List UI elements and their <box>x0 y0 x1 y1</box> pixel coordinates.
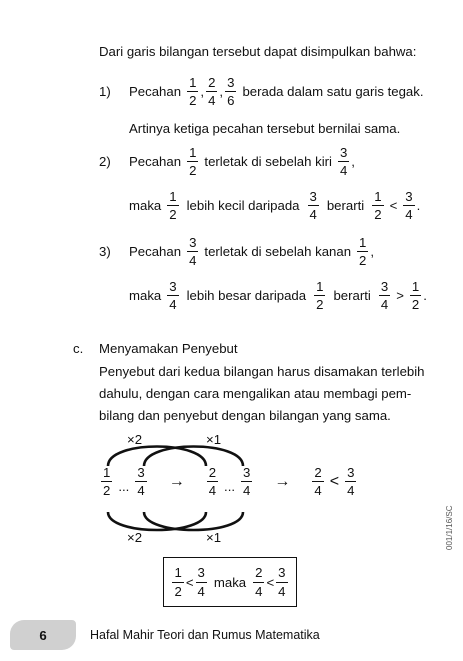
numerator: 3 <box>169 279 177 294</box>
numerator: 3 <box>339 145 348 160</box>
page-number-badge <box>10 620 76 650</box>
numerator: 1 <box>169 189 177 204</box>
fraction <box>312 466 323 497</box>
word-maka: maka <box>129 198 162 214</box>
footer-title: Hafal Mahir Teori dan Rumus Matematika <box>90 628 320 642</box>
numerator: 3 <box>278 565 286 581</box>
page-number: 6 <box>39 627 47 643</box>
denominator: 6 <box>227 93 235 109</box>
ellipsis: ... <box>224 479 236 495</box>
less-than-sign: < <box>329 472 340 490</box>
item-3-number: 3) <box>99 244 111 260</box>
item-2-pre: Pecahan <box>129 154 182 170</box>
greater-than-sign: > <box>396 288 404 304</box>
denominator: 2 <box>103 483 111 499</box>
paragraph-line-1: Penyebut dari kedua bilangan harus disamakan terlebih <box>99 364 425 379</box>
multiplier-bottom-1: ×2 <box>127 530 143 545</box>
numerator: 1 <box>374 189 382 204</box>
conclusion-box <box>163 557 297 607</box>
item-2-mid: terletak di sebelah kiri <box>204 154 332 170</box>
denominator: 2 <box>316 297 324 313</box>
numerator: 1 <box>189 75 197 90</box>
bottom-arc-1 <box>108 512 206 530</box>
numerator: 2 <box>208 75 216 90</box>
denominator: 4 <box>314 483 322 499</box>
numerator: 3 <box>197 565 205 581</box>
less-than-sign: < <box>266 574 275 590</box>
numerator: 1 <box>316 279 324 294</box>
denominator: 4 <box>208 93 216 109</box>
denominator: 2 <box>189 163 197 179</box>
numerator: 2 <box>208 465 217 480</box>
denominator: 4 <box>380 297 389 313</box>
item-3-mid: terletak di sebelah kanan <box>204 244 352 260</box>
denominator: 2 <box>174 583 182 599</box>
fraction <box>241 466 252 497</box>
right-arrow-icon: → <box>168 472 185 490</box>
right-arrow-icon: → <box>274 472 291 490</box>
denominator: 2 <box>359 253 367 269</box>
diagram-row <box>99 466 358 497</box>
section-title: Menyamakan Penyebut <box>99 341 238 356</box>
fraction <box>253 566 264 597</box>
numerator: 1 <box>174 565 182 581</box>
fraction <box>207 466 218 497</box>
denominator: 2 <box>411 297 420 313</box>
denominator: 4 <box>255 583 263 599</box>
side-code: 001/1/16/SC <box>445 505 454 550</box>
less-than-sign: < <box>185 574 194 590</box>
numerator: 3 <box>405 189 413 204</box>
item-3-pre: Pecahan <box>129 244 182 260</box>
item-3-comparison: lebih besar daripada <box>186 288 307 304</box>
fraction <box>135 466 146 497</box>
item-1-post: berada dalam satu garis tegak. <box>242 84 424 100</box>
bottom-arc-2 <box>144 512 243 530</box>
paragraph-line-3: bilang dan penyebut dengan bilangan yang sama. <box>99 408 391 423</box>
denominator: 4 <box>243 483 251 499</box>
comma: , <box>351 154 355 170</box>
denominator: 2 <box>169 207 177 223</box>
numerator: 2 <box>314 465 322 480</box>
denominator: 4 <box>278 583 286 599</box>
multiplier-top-2: ×1 <box>206 432 222 447</box>
item-2-number: 2) <box>99 154 111 170</box>
item-2-comparison: lebih kecil daripada <box>186 198 300 214</box>
denominator: 4 <box>309 207 317 223</box>
numerator: 3 <box>189 235 197 250</box>
numerator: 3 <box>227 75 235 90</box>
denominator: 4 <box>208 483 217 499</box>
section-letter: c. <box>73 341 84 356</box>
item-1-number: 1) <box>99 84 111 100</box>
numerator: 1 <box>411 279 420 294</box>
fraction <box>172 566 183 597</box>
period: . <box>423 288 427 304</box>
fraction <box>276 566 287 597</box>
numerator: 3 <box>137 465 145 480</box>
comma: , <box>219 84 224 100</box>
fraction <box>196 566 207 597</box>
fraction <box>345 466 356 497</box>
word-berarti: berarti <box>326 198 365 214</box>
numerator: 1 <box>189 145 197 160</box>
denominator: 4 <box>197 583 205 599</box>
numerator: 1 <box>103 465 111 480</box>
top-arc-2 <box>144 447 243 467</box>
numerator: 3 <box>347 465 355 480</box>
numerator: 2 <box>255 565 263 581</box>
word-maka: maka <box>213 574 247 590</box>
denominator: 4 <box>189 253 197 269</box>
paragraph-line-2: dahulu, dengan cara mengalikan atau membagi pem- <box>99 386 412 401</box>
denominator: 2 <box>374 207 382 223</box>
denominator: 4 <box>339 163 348 179</box>
word-berarti: berarti <box>333 288 371 304</box>
item-1-line-2: Artinya ketiga pecahan tersebut bernilai sama. <box>129 121 401 136</box>
word-maka: maka <box>129 288 162 304</box>
numerator: 1 <box>359 235 367 250</box>
denominator: 2 <box>189 93 197 109</box>
top-arc-1 <box>108 447 206 467</box>
numerator: 3 <box>243 465 251 480</box>
multiplier-bottom-2: ×1 <box>206 530 222 545</box>
numerator: 3 <box>309 189 317 204</box>
multiplier-top-1: ×2 <box>127 432 143 447</box>
denominator: 4 <box>405 207 413 223</box>
comma: , <box>200 84 205 100</box>
denominator: 4 <box>169 297 177 313</box>
denominator: 4 <box>137 483 145 499</box>
numerator: 3 <box>380 279 389 294</box>
ellipsis: ... <box>118 479 130 495</box>
intro-text: Dari garis bilangan tersebut dapat disimpulkan bahwa: <box>99 44 417 59</box>
less-than-sign: < <box>389 198 398 214</box>
comma: , <box>370 244 375 260</box>
fraction <box>101 466 112 497</box>
period: . <box>416 198 421 214</box>
denominator: 4 <box>347 483 355 499</box>
item-1-pre: Pecahan <box>129 84 182 100</box>
